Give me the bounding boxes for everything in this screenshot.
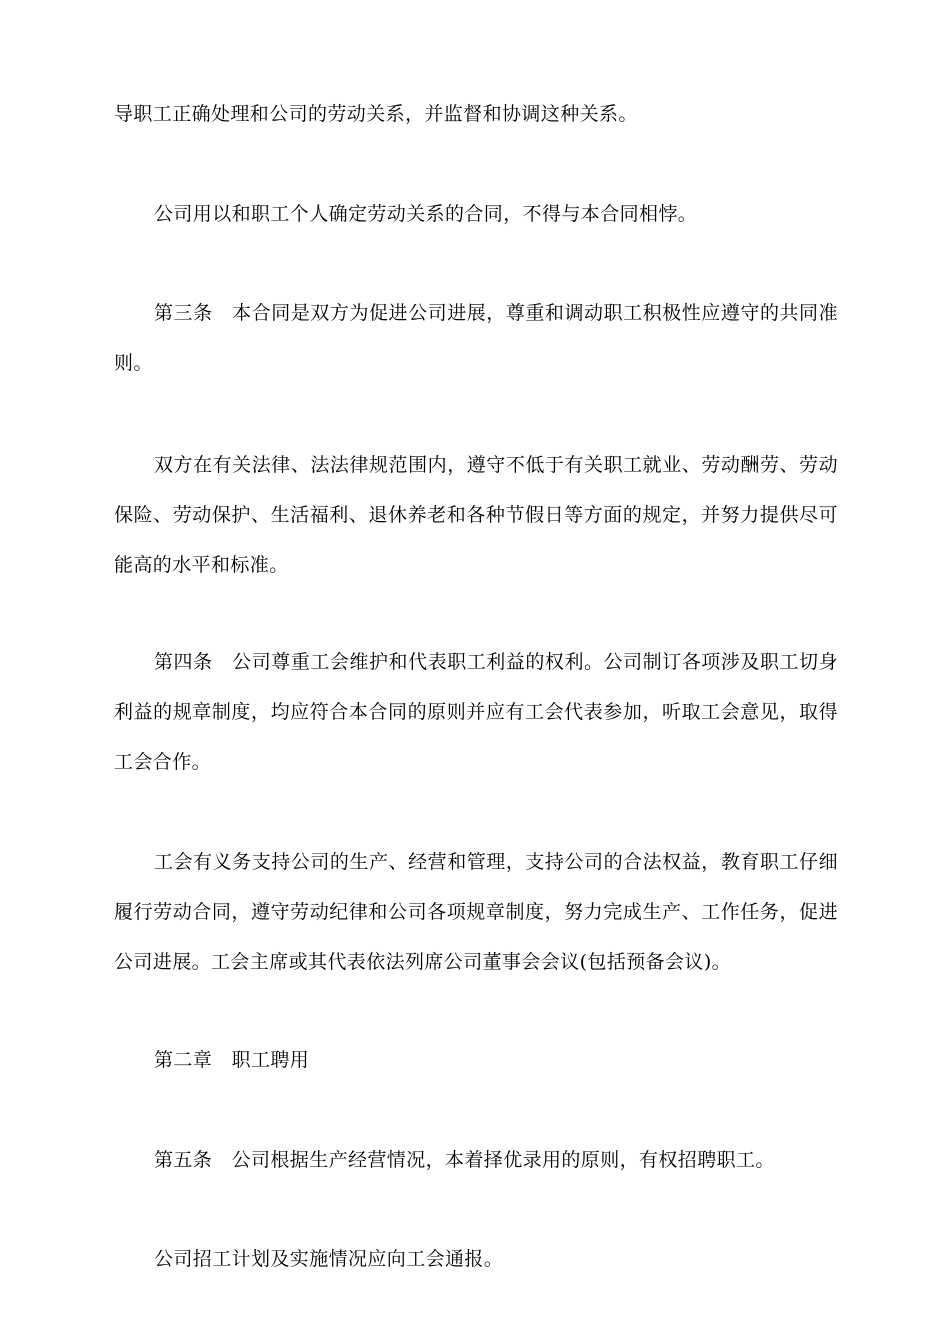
paragraph-recruitment-report: 公司招工计划及实施情况应向工会通报。	[154, 1248, 504, 1270]
paragraph-article-5: 第五条 公司根据生产经营情况，本着择优录用的原则，有权招聘职工。	[154, 1149, 775, 1171]
paragraph-article-4: 第四条 公司尊重工会维护和代表职工利益的权利。公司制订各项涉及职工切身利益的规章制度，均应符合本合同的原则并应有工会代表参加，听取工会意见，取得工会合作。	[114, 651, 838, 773]
paragraph-article-3: 第三条 本合同是双方为促进公司进展，尊重和调动职工积极性应遵守的共同准则。	[114, 302, 838, 374]
paragraph-contract-consistency: 公司用以和职工个人确定劳动关系的合同，不得与本合同相悖。	[154, 203, 698, 225]
paragraph-continuation: 导职工正确处理和公司的劳动关系，并监督和协调这种关系。	[114, 103, 638, 125]
paragraph-legal-standards: 双方在有关法律、法法律规范围内，遵守不低于有关职工就业、劳动酬劳、劳动保险、劳动保护、生活福利、退休养老和各种节假日等方面的规定，并努力提供尽可能高的水平和标准。	[114, 454, 838, 576]
chapter-heading-employment: 第二章 职工聘用	[154, 1049, 310, 1071]
paragraph-union-obligations: 工会有义务支持公司的生产、经营和管理，支持公司的合法权益，教育职工仔细履行劳动合同，遵守劳动纪律和公司各项规章制度，努力完成生产、工作任务，促进公司进展。工会主席或其代表依法列席公司董事会会议(包括预备会议)。	[114, 851, 838, 973]
